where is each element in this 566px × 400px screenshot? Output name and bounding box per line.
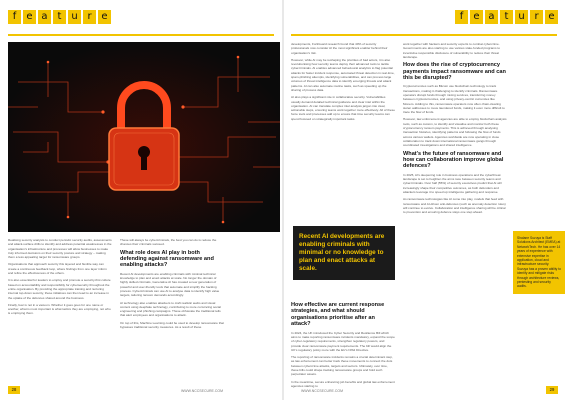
paragraph: It is also essential for leaders to employ and promote a security-first culture based on accountability and responsibility for cybersecurity throughout the entire organisation. By providing the appropriate training and nurturing internal top-down security, these initiatives can then lead to an increase in the uptake of the defences shared around the business.	[8, 278, 111, 300]
masthead-letter: r	[83, 10, 96, 24]
masthead-letter: a	[38, 10, 51, 24]
paragraph: In the meantime, secure enhancing job benefits and global law enforcement agencies starting to	[291, 379, 395, 388]
masthead-letter: e	[470, 10, 483, 24]
paragraph: Cryptocurrencies such as Bitcoin use blockchain technology to track transactions, making it challenging to identify criminals. Ransomware operators disrupt funds through mixing services, transferring money between cryptocurrencies, and using privacy-centric currencies like Monero. Adding to this, ransomware operators now often chain-clearing stolen addresses to move laundered funds, making it even more difficult to trace the flow of funds.	[403, 84, 505, 115]
right-column-1	[291, 42, 395, 228]
feature-masthead-right	[455, 10, 558, 24]
paragraph: Recent AI developments are enabling criminals with minimal technical knowledge to plan and enact attacks at scale. No longer the domain of highly skilled criminals, Generative AI has created a new generation of powerful and user-friendly tools that automate and simplify the hacking process. Cybercriminals can use AI to analyse data to identify high value targets, tailoring ransom demands accordingly.	[120, 271, 220, 298]
feature-masthead-left	[8, 10, 111, 24]
paragraph: Finally, fear is not in a vacuum. Whether it goes goes for one name or another, what is most important is what tactics they are employing, not who is employing them.	[8, 302, 111, 316]
paragraph: AI technology also enables attackers to craft realistic audio and visual content using deepfake technology, contributing to more convincing social engineering and phishing campaigns. These obfuscate the traditional tells that alert employees and organisations to attack.	[120, 300, 221, 318]
paragraph: AI also plays a significant role in collaborative security. Vulnerabilities usually demand detailed technical guidance and clear intel within the organisation. AI can translate complex intel analysis jargon into clear, actionable steps, ensuring teams work together more effectively. All of these force tools and processes add up to ensure that time security teams can spend focused on strategically important tasks.	[291, 95, 395, 121]
masthead-letter: r	[530, 10, 543, 24]
page-number-right: 29	[546, 386, 558, 394]
paragraph: However, law enforcement agencies are able to employ blockchain analysis tools, such as custom, to identify and visualise and monitor both these cryptocurrency ransom payments. This is achieved through analysing transaction histories, identifying patterns and following the flow of funds across various wallets. Agencies worldwide are now operating in close collaboration to track down international ransomware gangs through coordinated investigations and shared intelligence.	[403, 117, 507, 148]
padlock-circuit-illustration	[8, 42, 280, 232]
yellow-rule	[8, 34, 274, 36]
paragraph: developments, FortiGuard research found that 40% of security professionals now consider AI the most significant enabler behind their organisation's risk.	[291, 42, 388, 55]
masthead-letter: a	[485, 10, 498, 24]
section-heading: How does the rise of cryptocurrency payments impact ransomware and can this be disrupted?	[403, 62, 506, 81]
paragraph: On top of this, Machine Learning could be used to develop ransomware that bypasses traditional security measures. As a result of these	[120, 320, 224, 330]
footer-url-left[interactable]: WWW.NCCSECURE.COM	[181, 389, 223, 393]
right-page	[283, 0, 566, 400]
paragraph: The reporting of ransomware incidents remains a crucial determinant step, as law enforcement can better track these movements to connect the dots between cybercrime attacks, targets and sectors. Ultimately, over time, these bills could shape tracking ransomware groups and hold such perpetrator assets.	[291, 355, 393, 377]
section-heading: What's the future of ransomware and how can collaboration improve global defences?	[403, 150, 504, 170]
section-heading: How effective are current response strategies, and what should organisations prioritise after an attack?	[291, 302, 385, 328]
right-column-1-continued	[291, 300, 395, 388]
pull-quote: Recent AI developments are enabling criminals with minimal or no knowledge to plan and enact attacks at scale.	[293, 226, 395, 280]
author-bio-box: Shalane Suzuya is Staff Solutions Architect (EMEA) at NetworkTech. He has over 14 years of experience with extensive expertise in application, cloud and infrastructure security. Suzuya has a proven ability to identify and mitigate risks through architecture reviews, pentesting and security audits.	[513, 231, 565, 294]
left-column-2	[120, 238, 224, 332]
paragraph: In 2025, AI's deepening role in business operations and the cyberthreat landscape is set to heighten the arms race between security teams and cybercriminals. Over half (55%) of security executives predict that AI will increasingly shape their competitive outcomes, as both defenders and attackers leverage it to speed up intelligence gathering and response.	[403, 172, 502, 194]
paragraph: As ransomware technologies like AI come into play, models that feed with ransomware and AI-driven anti-defences (such as anomaly detection rules) will continue to evolve. Collaboration and intelligence sharing will be critical to prevention and ensuring defence stays one step ahead.	[403, 197, 506, 215]
paragraph: Organisations that approach security this layered and flexible way can create a continuous feedback loop, where findings from one layer inform and refine the effectiveness of the others.	[8, 262, 107, 276]
hero-image-padlock	[8, 42, 280, 232]
footer-url-right[interactable]: WWW.NCCSECURE.COM	[301, 389, 343, 393]
left-column-1	[8, 238, 112, 319]
masthead-letter: u	[68, 10, 81, 24]
yellow-rule	[291, 34, 557, 36]
masthead-letter: f	[8, 10, 21, 24]
section-heading: What role does AI play in both defending against ransomware and enabling attacks?	[120, 249, 214, 269]
paragraph: In 2024, the UK introduced the Cyber Security and Resilience Bill which aims to make reporting ransomware incidents mandatory, expand the scope of cyber-regulatory requirements, strengthen regulatory powers, and provide clear ransomware payment requirements. The bill would align the UK's regulatory policy more with the EU's NIS2 Directive.	[291, 330, 395, 352]
masthead-letter: e	[23, 10, 36, 24]
masthead-letter: f	[455, 10, 468, 24]
right-column-2	[403, 42, 507, 387]
page-number-left: 28	[8, 386, 20, 394]
paragraph: However, while AI may be reshaping the priorities of bad actors, it is also revolutionising how security teams deploy their advanced tools to tackle cybercriminals. AI enables advanced behavioural analytics to flag potential attacks for faster incident response, automated threat detection in real-time, spam-phishing attempts, identifying vulnerabilities, and can process large volumes of threat intelligence data to identify emerging threats and attack patterns. AI can also automate routine tasks, such as speeding up the sharing of process data.	[291, 57, 395, 92]
masthead-letter: t	[53, 10, 66, 24]
masthead-letter: t	[500, 10, 513, 24]
masthead-letter: e	[98, 10, 111, 24]
masthead-letter: e	[545, 10, 558, 24]
paragraph: Realising security analysts to conduct periodic security audits, assessments and attack-surface drills to identify and address potential weaknesses in the organisation's infrastructure and processes will allow businesses to make truly informed decisions on their security posture and strategy – making them a less appealing target for ransomware groups.	[8, 238, 112, 260]
paragraph: work together with hackers and security experts to combat cybercrime. Governments are also starting to use various state-funded programs to incentivise responsible disclosure of vulnerability to reduce their threat landscape.	[403, 42, 500, 59]
masthead-letter: u	[515, 10, 528, 24]
paragraph: These will always be cybercriminals, the best you can do is reduce the chances their criminals succeed.	[120, 238, 217, 247]
